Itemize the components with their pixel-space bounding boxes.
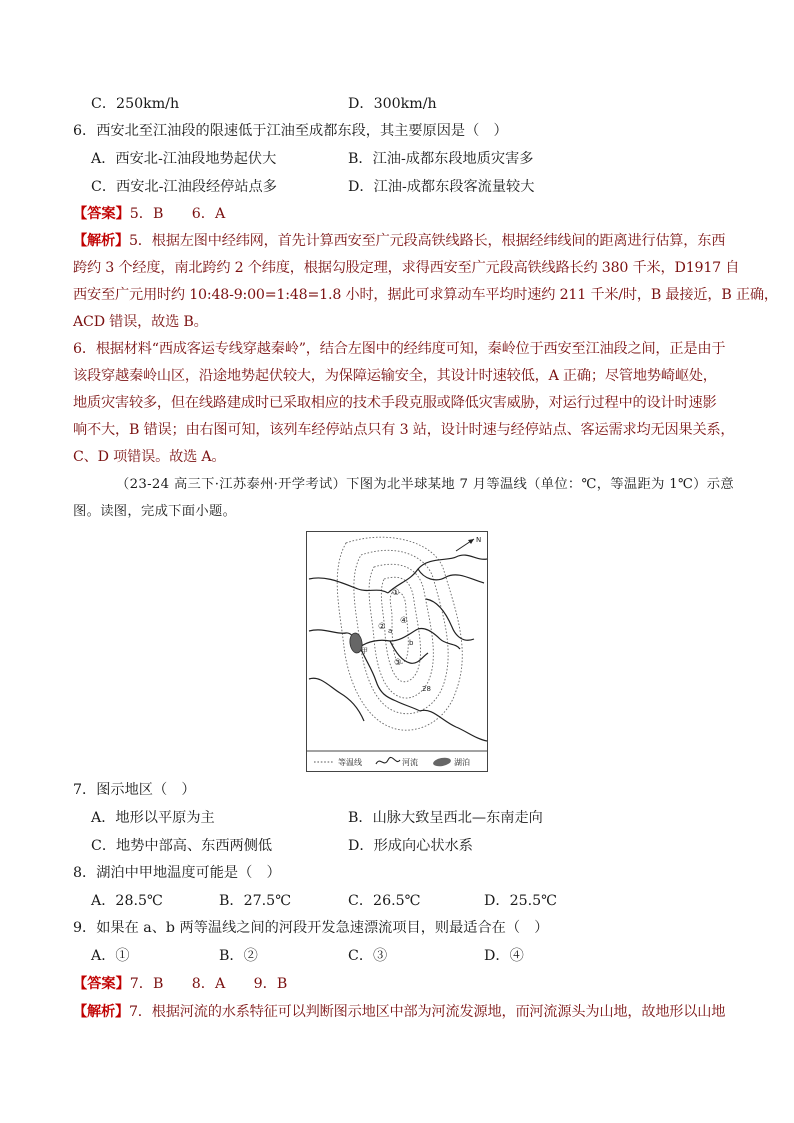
explain-line: ACD 错误，故选 B。 — [73, 314, 208, 330]
q7-option-c: C．地势中部高、东西两侧低 — [91, 838, 273, 854]
q7-option-a: A．地形以平原为主 — [91, 810, 215, 826]
q7-stem: 7．图示地区（ ） — [73, 782, 196, 798]
q9-option-c: C．③ — [348, 948, 388, 964]
answer-block-1 — [73, 204, 225, 224]
legend-river: 河流 — [402, 758, 418, 767]
explain-line: 【解析】5．根据左图中经纬网，首先计算西安至广元段高铁线路长，根据经纬线间的距离进行估算，东西 — [73, 233, 726, 249]
answer-text: 7．B 8．A 9．B — [129, 976, 288, 992]
explain-tag: 【解析】 — [73, 1004, 129, 1020]
q8-option-d: D．25.5℃ — [484, 893, 558, 909]
q7-option-d: D．形成向心状水系 — [348, 838, 473, 854]
explain-line: 地质灾害较多，但在线路建成时已采取相应的技术手段克服或降低灾害威胁，对运行过程中的设计时速影 — [73, 395, 717, 411]
answer-tag: 【答案】 — [73, 976, 130, 992]
answer-block-2 — [73, 974, 287, 994]
q6-option-d: D．江油-成都东段客流量较大 — [348, 179, 535, 195]
source-intro: （23-24 高三下·江苏泰州·开学考试）下图为北半球某地 7 月等温线（单位：℃，等温距为 1℃）示意 — [116, 477, 734, 492]
marker-1: ① — [392, 588, 400, 598]
q6-option-a: A．西安北-江油段地势起伏大 — [91, 151, 277, 167]
q8-stem: 8．湖泊中甲地温度可能是（ ） — [73, 865, 281, 881]
label-b: b — [409, 639, 414, 647]
explain-line: 响不大，B 错误；由右图可知，该列车经停站点只有 3 站，设计时速与经停站点、客运需求均无因果关系， — [73, 422, 735, 438]
label-jia: 甲 — [361, 647, 368, 655]
explain-tag: 【解析】 — [73, 233, 129, 249]
marker-2: ② — [378, 622, 386, 632]
explain-block-2 — [73, 1002, 725, 1022]
explain-line: C、D 项错误。故选 A。 — [73, 449, 226, 465]
q6-stem: 6．西安北至江油段的限速低于江油至成都东段，其主要原因是（ ） — [73, 123, 508, 139]
legend-lake: 湖泊 — [454, 758, 470, 767]
explain-line: 该段穿越秦岭山区，沿途地势起伏较大，为保障运输安全，其设计时速较低，A 正确；尽管地势崎岖处， — [73, 368, 717, 384]
legend-isotherm: 等温线 — [338, 758, 362, 767]
explain-line: 跨约 3 个经度，南北跨约 2 个纬度，根据勾股定理，求得西安至广元段高铁线路长约 380 千米，D1917 自 — [73, 260, 740, 276]
answer-text: 5．B 6．A — [129, 206, 226, 222]
explain-line: 6．根据材料“西成客运专线穿越秦岭”，结合左图中的经纬度可知，秦岭位于西安至江油段之间，正是由于 — [73, 341, 726, 357]
label-28: 28 — [422, 685, 431, 693]
isotherm-map-figure — [306, 531, 488, 772]
marker-4: ④ — [400, 616, 408, 626]
q9-option-d: D．④ — [484, 948, 524, 964]
answer-tag: 【答案】 — [73, 206, 130, 222]
explain-text: 7．根据河流的水系特征可以判断图示地区中部为河流发源地，而河流源头为山地，故地形以山地 — [128, 1004, 726, 1020]
q8-option-b: B．27.5℃ — [219, 893, 292, 909]
q6-option-c: C．西安北-江油段经停站点多 — [91, 179, 277, 195]
isotherm-map — [306, 531, 488, 772]
marker-3: ③ — [394, 658, 402, 668]
explain-line: 西安至广元用时约 10:48-9:00=1:48=1.8 小时，据此可求算动车平均时速约 211 千米/时，B 最接近，B 正确， — [73, 287, 778, 303]
q7-option-b: B．山脉大致呈西北—东南走向 — [348, 810, 543, 826]
q6-option-b: B．江油-成都东段地质灾害多 — [348, 151, 534, 167]
q9-option-b: B．② — [219, 948, 258, 964]
q8-option-c: C．26.5℃ — [348, 893, 421, 909]
q5-option-d: D．300km/h — [348, 96, 437, 112]
q9-stem: 9．如果在 a、b 两等温线之间的河段开发急速漂流项目，则最适合在（ ） — [73, 920, 549, 936]
q9-option-a: A．① — [91, 948, 130, 964]
source-intro-cont: 图。读图，完成下面小题。 — [73, 504, 237, 519]
q8-option-a: A．28.5℃ — [91, 893, 163, 909]
label-a: a — [388, 627, 393, 635]
q5-option-c: C．250km/h — [91, 96, 180, 112]
svg-text:N: N — [476, 536, 482, 544]
